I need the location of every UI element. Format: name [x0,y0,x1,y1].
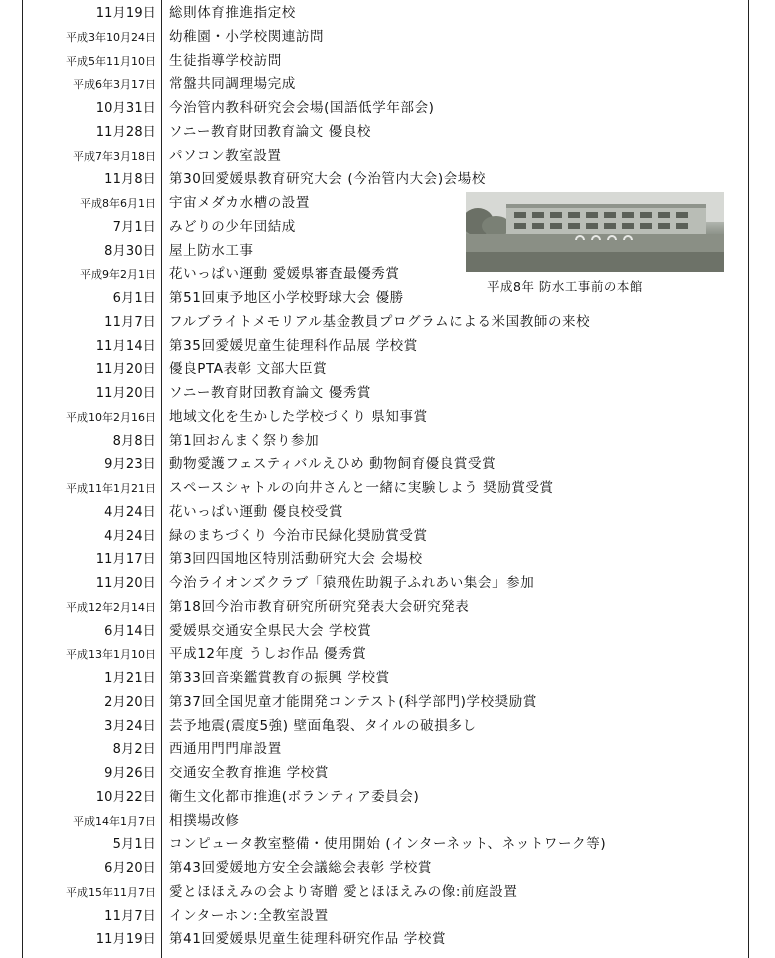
event-text: 動物愛護フェスティバルえひめ 動物飼育優良賞受賞 [169,456,497,473]
event-text: 西通用門門扉設置 [169,741,282,758]
event-date: 8月30日 [104,243,156,259]
timeline-row [23,691,748,715]
timeline-row [23,121,748,145]
event-text: 宇宙メダカ水槽の設置 [169,195,310,211]
event-date: 4月24日 [104,504,156,520]
event-text: 花いっぱい運動 愛媛県審査最優秀賞 [169,266,400,283]
timeline-row [23,881,748,905]
event-date: 11月20日 [95,576,156,591]
event-date: 2月20日 [104,694,156,710]
timeline-row [23,525,748,549]
timeline-row [23,572,748,596]
event-date: 11月28日 [95,124,156,140]
timeline-row [23,168,748,192]
event-date: 11月19日 [95,6,156,21]
timeline-row [23,97,748,121]
event-text: 花いっぱい運動 優良校受賞 [169,503,344,520]
event-text: 第1回おんまく祭り参加 [169,432,320,449]
event-date: 11月20日 [95,386,156,401]
event-text: 第35回愛媛児童生徒理科作品展 学校賞 [169,337,418,354]
event-text: 相撲場改修 [169,812,240,829]
event-text: 愛媛県交通安全県民大会 学校賞 [169,622,372,639]
timeline-row [23,311,748,335]
event-date: 9月23日 [104,457,156,473]
timeline-row [23,358,748,382]
event-text: ソニー教育財団教育論文 優秀賞 [169,385,372,401]
timeline-row [23,762,748,786]
event-date: 平成5年11月10日 [66,54,156,68]
timeline-row [23,453,748,477]
event-text: 第51回東予地区小学校野球大会 優勝 [169,290,404,306]
event-text: フルブライトメモリアル基金教員プログラムによる米国教師の来校 [169,313,591,330]
event-text: 緑のまちづくり 今治市民緑化奨励賞受賞 [169,527,428,544]
school-building-photo [466,192,724,272]
event-text: 第30回愛媛県教育研究大会 (今治管内大会)会場校 [169,171,487,188]
timeline-row [23,596,748,620]
event-text: 優良PTA表彰 文部大臣賞 [169,361,328,378]
event-text: 幼稚園・小学校関連訪問 [169,28,325,45]
event-date: 4月24日 [104,528,156,544]
timeline-row [23,406,748,430]
event-text: 交通安全教育推進 学校賞 [169,765,329,781]
history-timeline [23,2,748,952]
timeline-row [23,2,748,26]
event-text: 芸予地震(震度5強) 壁面亀裂、タイルの破損多し [169,717,477,734]
photo-caption: 平成8年 防水工事前の本館 [487,279,643,294]
event-date: 6月20日 [104,861,156,876]
event-text: 今治管内教科研究会会場(国語低学年部会) [169,100,435,116]
event-date: 5月1日 [112,837,156,853]
event-date: 8月8日 [112,433,156,449]
event-text: 今治ライオンズクラブ「猿飛佐助親子ふれあい集会」参加 [169,575,535,591]
event-date: 平成7年3月18日 [73,149,156,163]
event-text: 地域文化を生かした学校づくり 県知事賞 [169,408,428,425]
event-date: 平成13年1月10日 [66,648,156,662]
event-date: 7月1日 [112,219,156,235]
event-date: 11月20日 [95,362,156,378]
event-date: 10月31日 [95,101,156,116]
timeline-row [23,643,748,667]
event-text: 愛とほほえみの会より寄贈 愛とほほえみの像:前庭設置 [169,883,518,900]
event-text: パソコン教室設置 [169,147,282,164]
event-date: 平成8年6月1日 [80,197,156,210]
event-date: 平成10年2月16日 [66,410,156,424]
event-text: 第3回四国地区特別活動研究大会 会場校 [169,551,423,568]
timeline-row [23,715,748,739]
timeline-row [23,26,748,50]
event-text: みどりの少年団結成 [169,218,296,235]
timeline-row [23,833,748,857]
event-date: 11月8日 [104,172,156,188]
event-date: 6月14日 [104,623,156,639]
event-text: インターホン:全教室設置 [169,907,329,924]
event-date: 平成11年1月21日 [66,482,156,495]
event-date: 8月2日 [112,742,156,758]
event-text: 総則体育推進指定校 [169,5,296,21]
event-date: 平成3年10月24日 [66,30,156,44]
timeline-row [23,335,748,359]
event-text: スペースシャトルの向井さんと一緒に実験しよう 奨励賞受賞 [169,480,554,496]
event-text: 生徒指導学校訪問 [169,52,282,69]
timeline-row [23,382,748,406]
timeline-row [23,738,748,762]
event-text: 第37回全国児童才能開発コンテスト(科学部門)学校奨励賞 [169,693,537,710]
event-date: 10月22日 [95,789,156,805]
event-text: コンピュータ教室整備・使用開始 (インターネット、ネットワーク等) [169,836,607,853]
event-text: 平成12年度 うしお作品 優秀賞 [169,646,367,663]
event-date: 11月14日 [95,338,156,354]
event-date: 6月1日 [112,291,156,306]
timeline-row [23,430,748,454]
event-text: 衛生文化都市推進(ボランティア委員会) [169,788,420,805]
event-date: 平成6年3月17日 [73,78,156,92]
event-date: 11月7日 [104,908,156,924]
event-date: 11月7日 [104,314,156,330]
event-text: 第18回今治市教育研究所研究発表大会研究発表 [169,598,470,615]
event-date: 1月21日 [104,671,156,686]
timeline-row [23,857,748,881]
timeline-row [23,548,748,572]
event-date: 平成12年2月14日 [66,600,156,614]
timeline-row [23,50,748,74]
event-date: 平成14年1月7日 [73,814,156,828]
timeline-row [23,786,748,810]
timeline-row [23,73,748,97]
timeline-row [23,905,748,929]
event-date: 11月19日 [95,932,156,948]
event-text: 第43回愛媛地方安全会議総会表彰 学校賞 [169,860,432,876]
timeline-row [23,620,748,644]
timeline-row [23,477,748,501]
timeline-row [23,667,748,691]
timeline-row [23,501,748,525]
event-text: ソニー教育財団教育論文 優良校 [169,123,372,140]
timeline-row [23,145,748,169]
right-border [748,0,749,958]
event-text: 第41回愛媛県児童生徒理科研究作品 学校賞 [169,931,447,948]
event-date: 3月24日 [104,718,156,734]
event-date: 平成15年11月7日 [66,885,156,899]
event-text: 第33回音楽鑑賞教育の振興 学校賞 [169,670,390,686]
timeline-row [23,928,748,952]
event-text: 常盤共同調理場完成 [169,76,296,93]
event-date: 11月17日 [95,552,156,568]
timeline-row [23,810,748,834]
event-date: 平成9年2月1日 [80,268,156,282]
event-date: 9月26日 [104,766,156,781]
event-text: 屋上防水工事 [169,242,254,259]
